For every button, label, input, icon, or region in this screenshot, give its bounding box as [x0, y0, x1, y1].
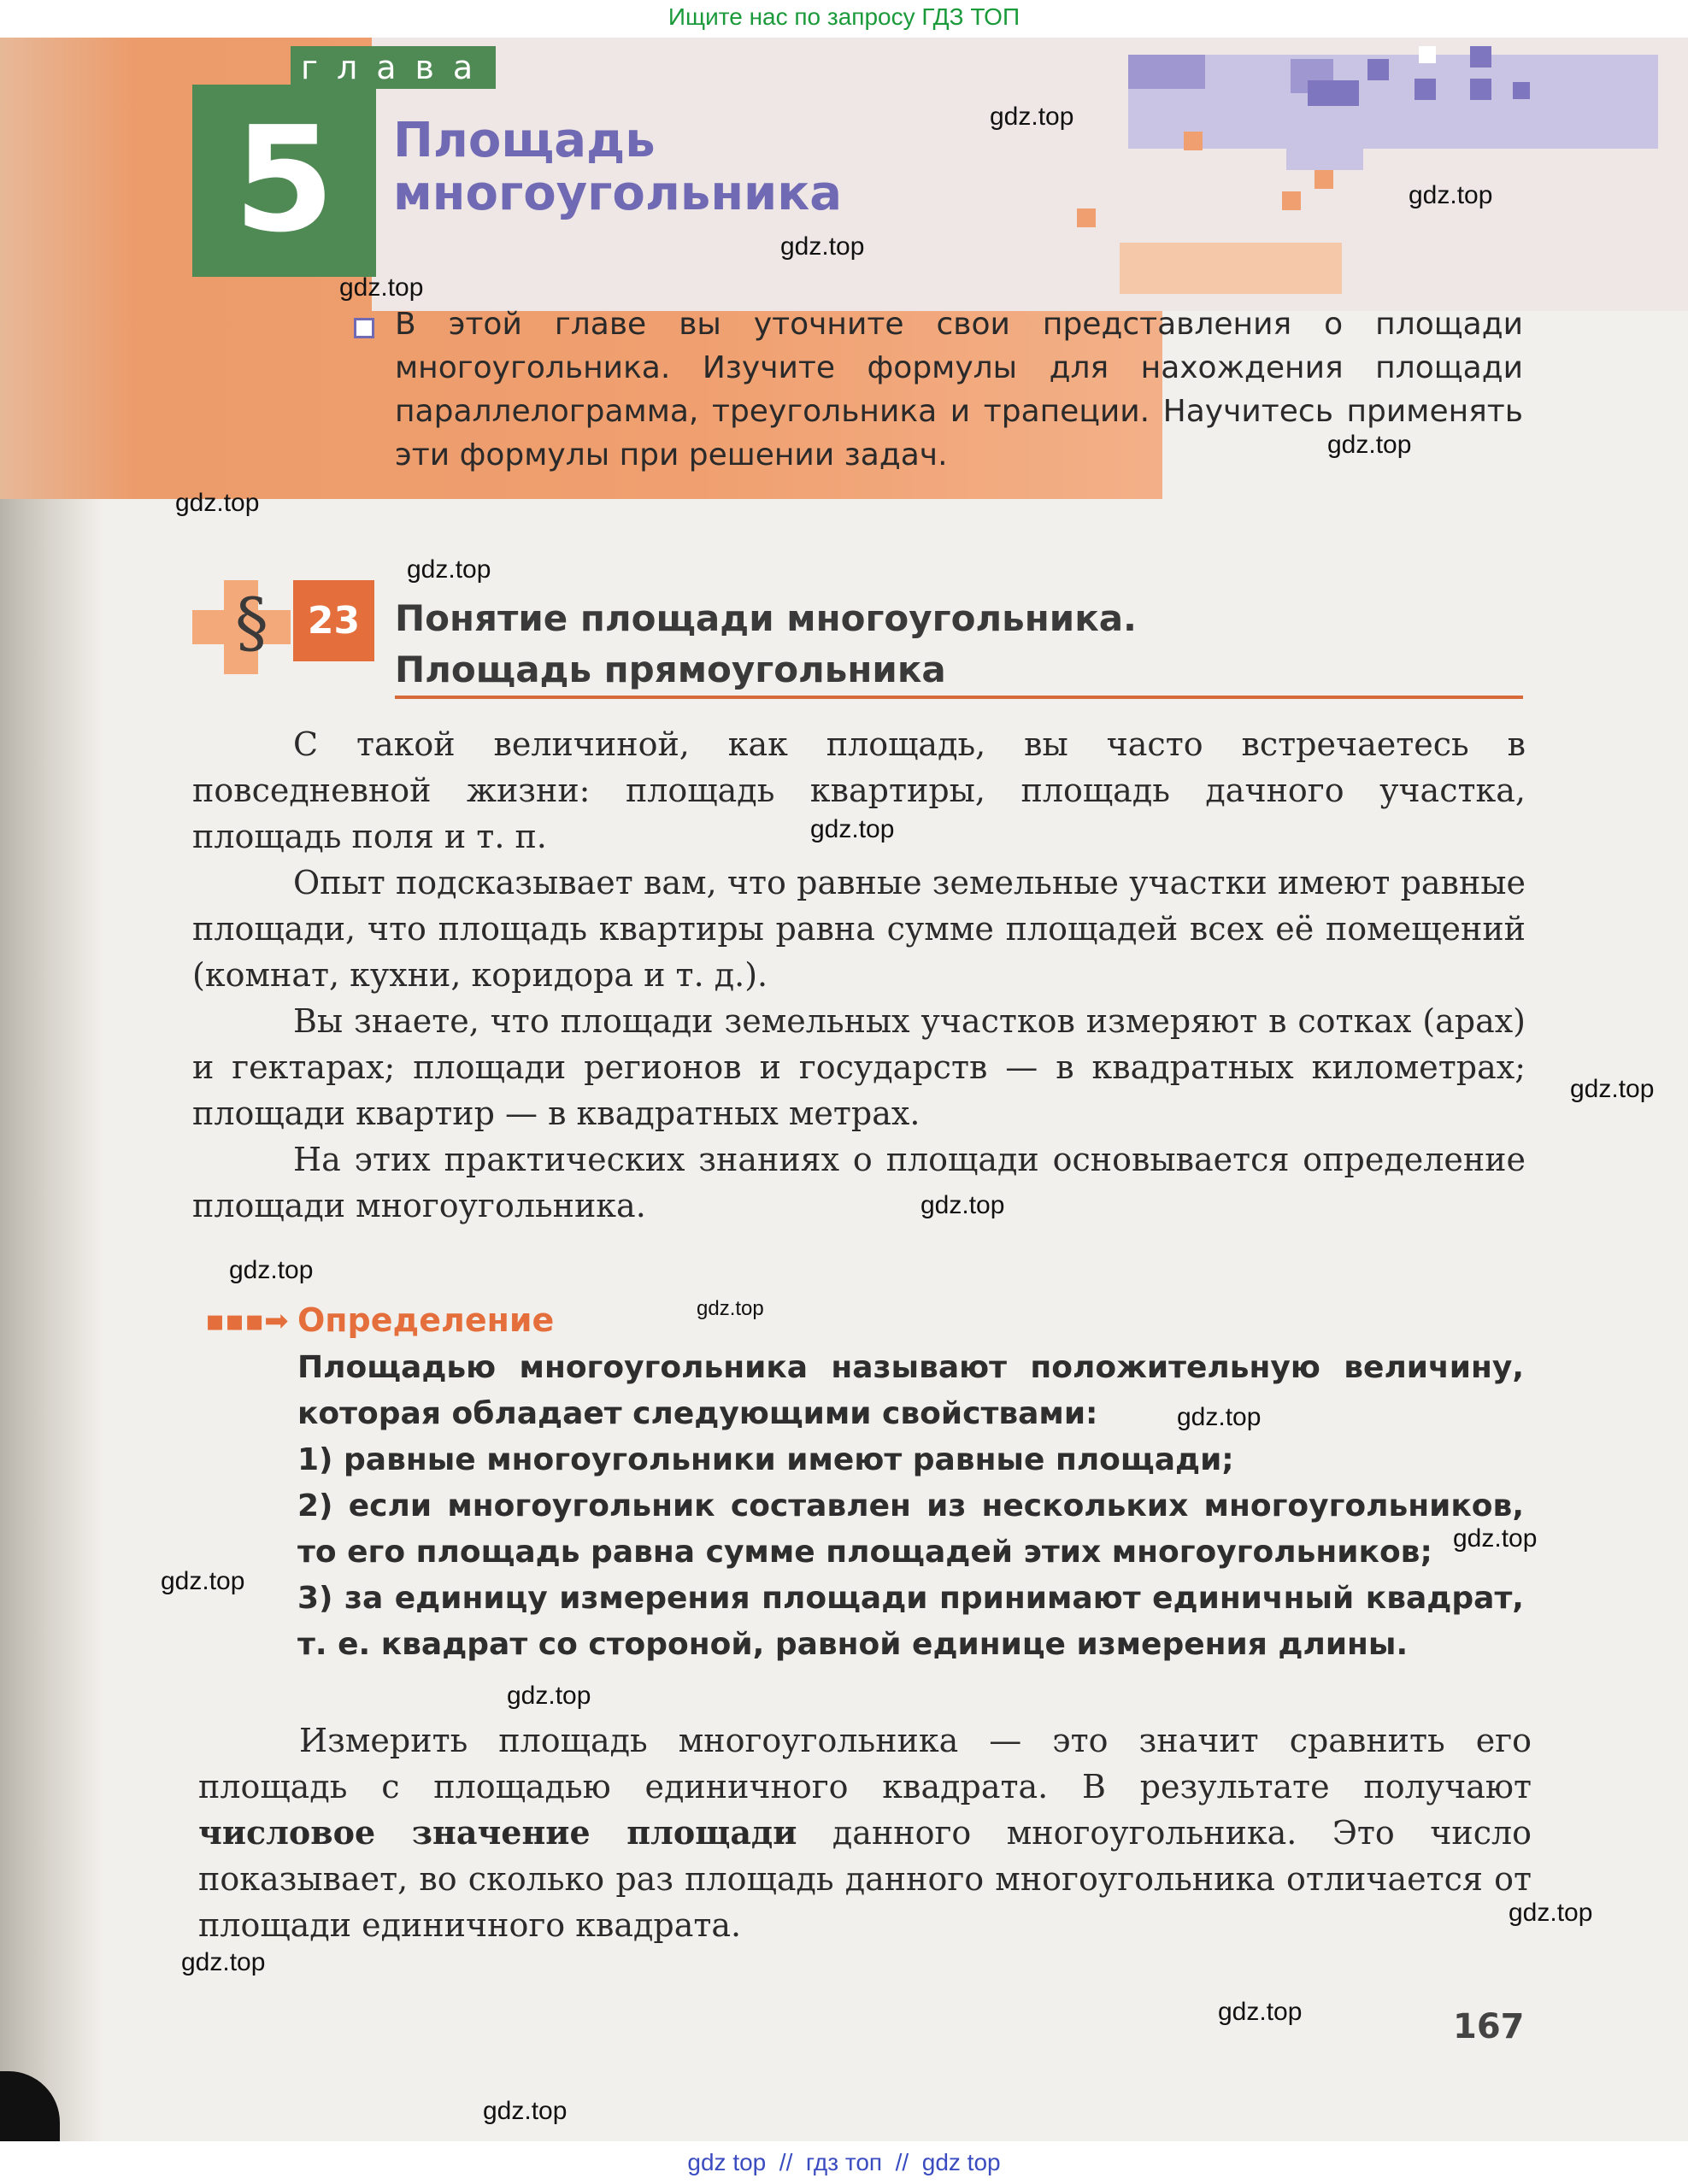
watermark: gdz.top [161, 1567, 245, 1595]
section-number: 23 [293, 580, 374, 661]
pixel-decoration [1308, 80, 1359, 106]
definition-intro: Площадью многоугольника называют положительную величину, которая обладает следующими свойствами: [297, 1350, 1524, 1431]
chapter-number: 5 [233, 96, 335, 265]
body-paragraphs [192, 721, 1526, 1229]
chapter-title-line: многоугольника [393, 166, 843, 221]
chapter-title [393, 114, 1077, 220]
section-title [395, 593, 1540, 696]
definition-arrow-icon: ▪▪▪➡ [205, 1304, 289, 1338]
pixel-decoration [1315, 170, 1333, 189]
watermark: gdz.top [697, 1297, 764, 1320]
watermark: gdz.top [1327, 431, 1412, 459]
watermark: gdz.top [810, 815, 895, 843]
pixel-decoration [1415, 79, 1436, 100]
pixel-decoration [1184, 132, 1203, 150]
watermark: gdz.top [483, 2097, 568, 2125]
pixel-decoration [1470, 46, 1491, 68]
watermark: gdz.top [339, 273, 424, 302]
definition-item: 1) равные многоугольники имеют равные площади; [297, 1442, 1234, 1477]
pixel-decoration [1128, 55, 1205, 89]
chapter-title-line: Площадь [393, 113, 656, 168]
watermark: gdz.top [920, 1191, 1005, 1219]
pixel-decoration [1286, 136, 1363, 170]
watermark: gdz.top [407, 555, 491, 584]
definition-item: 2) если многоугольник составлен из нескольких многоугольников, то его площадь равна сумме площадей этих многоугольников; [297, 1488, 1524, 1570]
paragraph: Опыт подсказывает вам, что равные земельные участки имеют равные площади, что площадь квартиры равна сумме площадей всех её помещений (комнат, кухни, коридора и т. д.). [192, 864, 1526, 994]
chapter-label: глава [291, 46, 496, 89]
pixel-decoration [1367, 59, 1389, 80]
closing-paragraph [198, 1717, 1532, 1948]
watermark: gdz.top [507, 1682, 591, 1710]
bottom-banner-text[interactable]: gdz top // гдз топ // gdz top [687, 2149, 1001, 2175]
top-banner-text[interactable]: Ищите нас по запросу ГДЗ ТОП [668, 3, 1020, 30]
paragraph: На этих практических знаниях о площади основывается определение площади многоугольника. [192, 1141, 1526, 1224]
watermark: gdz.top [229, 1256, 314, 1284]
chapter-intro: В этой главе вы уточните свои представления о площади многоугольника. Изучите формулы для нахождения площади параллелограмма, треугольника и трапеции. Научитесь применять эти формулы при решении задач. [395, 307, 1523, 473]
pixel-decoration [1282, 191, 1301, 210]
closing-text: данного многоугольника. Это число показывает, во сколько раз площадь данного многоугольника отличается от площади единичного квадрата. [198, 1814, 1532, 1944]
definition-item: 3) за единицу измерения площади принимают единичный квадрат, т. е. квадрат со стороной, равной единице измерения длины. [297, 1581, 1524, 1662]
watermark: gdz.top [1409, 181, 1493, 209]
watermark: gdz.top [1570, 1075, 1655, 1103]
definition-heading: Определение [297, 1301, 555, 1339]
bottom-banner[interactable] [0, 2141, 1688, 2184]
definition-body [297, 1345, 1524, 1668]
pixel-decoration [1077, 208, 1096, 227]
paragraph: Вы знаете, что площади земельных участков измеряют в сотках (арах) и гектарах; площади регионов и государств — в квадратных километрах; площади квартир — в квадратных метрах. [192, 1002, 1526, 1132]
watermark: gdz.top [1218, 1998, 1303, 2026]
closing-paragraph-block [198, 1717, 1532, 1948]
section-underline [395, 696, 1523, 699]
page-number: 167 [1453, 2007, 1525, 2046]
pixel-decoration [1470, 79, 1491, 100]
watermark: gdz.top [1509, 1899, 1593, 1927]
section-title-line: Понятие площади многоугольника. [395, 597, 1137, 639]
closing-bold-term: числовое значение площади [198, 1813, 797, 1852]
section-symbol-icon: § [235, 584, 268, 661]
watermark: gdz.top [990, 103, 1074, 131]
watermark: gdz.top [175, 489, 260, 517]
paragraph: С такой величиной, как площадь, вы часто встречаетесь в повседневной жизни: площадь квартиры, площадь дачного участка, площадь поля и т. п. [192, 725, 1526, 855]
top-banner[interactable] [0, 0, 1688, 38]
closing-text: Измерить площадь многоугольника — это значит сравнить его площадь с площадью единичного квадрата. В результате получают [198, 1722, 1532, 1805]
pixel-decoration [1513, 82, 1530, 99]
pixel-decoration [1128, 55, 1658, 149]
watermark: gdz.top [1177, 1403, 1262, 1431]
watermark: gdz.top [181, 1948, 266, 1976]
watermark: gdz.top [1453, 1524, 1538, 1553]
textbook-page [0, 38, 1688, 2141]
pixel-decoration [1419, 46, 1436, 63]
square-bullet-icon [354, 318, 374, 338]
watermark: gdz.top [780, 232, 865, 261]
pixel-decoration [1120, 243, 1342, 294]
section-title-line: Площадь прямоугольника [395, 649, 946, 690]
